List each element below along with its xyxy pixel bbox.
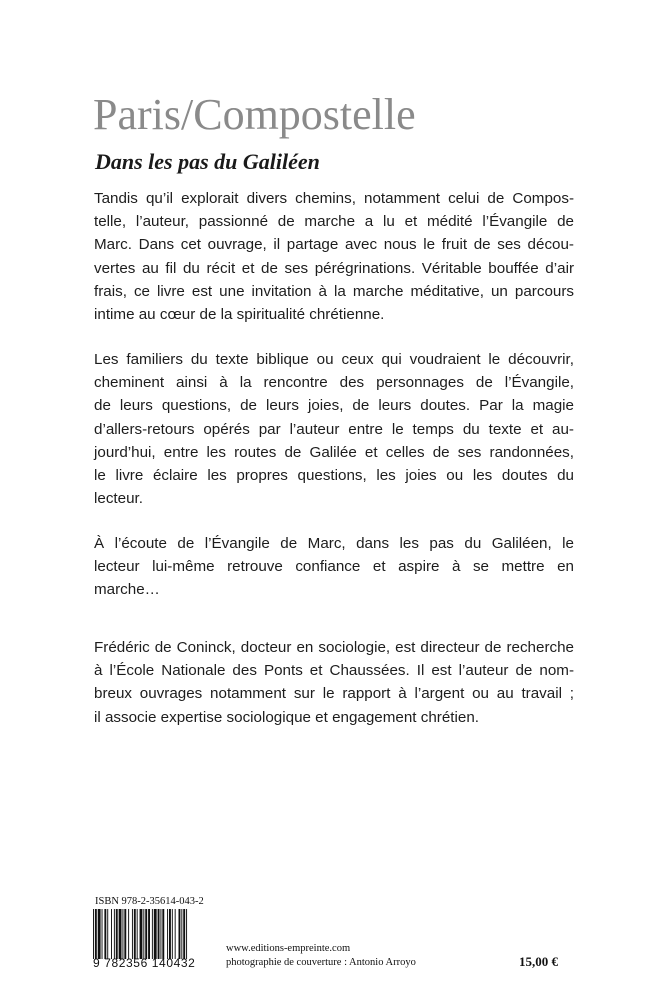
text-line: cheminent ainsi à la rencontre des personnages de l’Évangile,: [94, 374, 574, 392]
text-line: Marc. Dans cet ouvrage, il partage avec nous le fruit de ses décou-: [94, 236, 574, 254]
book-title: Paris/Compostelle: [93, 90, 416, 139]
barcode-digits: 9 782356 140432: [93, 956, 196, 970]
text-line: lecteur.: [94, 490, 143, 508]
cover-photo-credit: photographie de couverture : Antonio Arroyo: [226, 957, 416, 968]
text-line: frais, ce livre est une invitation à la marche méditative, un parcours: [94, 282, 574, 300]
text-line: Tandis qu’il explorait divers chemins, notamment celui de Compos-: [94, 190, 574, 207]
text-line: lecteur lui-même retrouve confiance et aspire à se mettre en: [94, 558, 574, 576]
publisher-website: www.editions-empreinte.com: [226, 943, 351, 954]
text-line: de leurs questions, de leurs joies, de leurs doutes. Par la magie: [94, 397, 574, 415]
text-line: d’allers-retours opérés par l’auteur entre le temps du texte et au-: [94, 420, 574, 438]
text-line: Frédéric de Coninck, docteur en sociologie, est directeur de recherche: [94, 639, 574, 656]
text-line: breux ouvrages notamment sur le rapport à l’argent ou au travail ;: [94, 685, 574, 703]
text-line: le livre éclaire les propres questions, les joies ou les doutes du: [94, 467, 574, 485]
author-bio: [94, 636, 574, 729]
text-line: Les familiers du texte biblique ou ceux qui voudraient le découvrir,: [94, 351, 574, 368]
description-paragraph-2: [94, 348, 574, 510]
text-line: telle, l’auteur, passionné de marche a lu et médité l’Évangile de: [94, 213, 574, 231]
price: 15,00 €: [519, 954, 558, 969]
barcode: [93, 909, 215, 959]
text-line: À l’écoute de l’Évangile de Marc, dans les pas du Galiléen, le: [94, 535, 574, 552]
text-line: vertes au fil du récit et de ses pérégrinations. Véritable bouffée d’air: [94, 259, 574, 277]
text-line: intime au cœur de la spiritualité chrétienne.: [94, 306, 385, 324]
text-line: il associe expertise sociologique et engagement chrétien.: [94, 708, 479, 726]
description-paragraph-1: [94, 187, 574, 326]
text-line: marche…: [94, 581, 160, 599]
text-line: jourd’hui, entre les routes de Galilée et celles de ses randonnées,: [94, 443, 574, 461]
barcode-block: [93, 896, 215, 973]
text-line: à l’École Nationale des Ponts et Chaussées. Il est l’auteur de nom-: [94, 662, 574, 680]
isbn-label: ISBN 978-2-35614-043-2: [95, 896, 204, 907]
description-paragraph-3: [94, 532, 574, 602]
book-subtitle: Dans les pas du Galiléen: [95, 149, 320, 174]
